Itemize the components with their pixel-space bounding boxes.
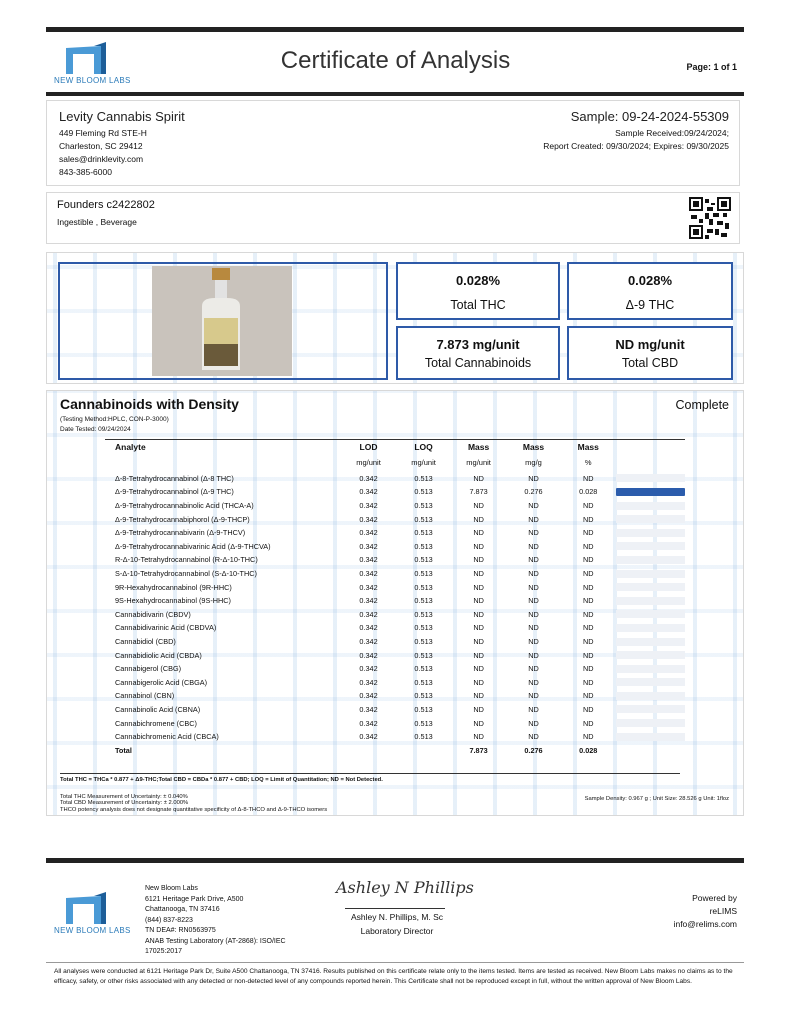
- total-mass-pct: 0.028: [579, 745, 598, 755]
- result-bar-track: [616, 542, 685, 550]
- loq-value: 0.513: [414, 528, 433, 538]
- lab-address1: 6121 Heritage Park Drive, A500: [145, 895, 244, 903]
- lab-info: [145, 884, 286, 958]
- product-name: Founders c2422802: [57, 199, 155, 211]
- mass-pct-value: ND: [582, 691, 594, 701]
- mass-g-value: ND: [528, 582, 539, 592]
- result-bar-cell: [616, 662, 685, 676]
- col-mass-g: Mass: [522, 441, 545, 452]
- table-row: [105, 553, 685, 567]
- unit-mass-g: mg/g: [525, 458, 542, 468]
- table-row: [105, 540, 685, 554]
- analyte-name: Δ-9-Tetrahydrocannabinol (Δ-9 THC): [115, 487, 234, 497]
- testing-method: (Testing Method:HPLC, CON-P-3000): [60, 416, 169, 423]
- table-row: [105, 662, 685, 676]
- lod-value: 0.342: [359, 609, 378, 619]
- total-cbd-card: [567, 326, 733, 380]
- lab-address2: Chattanooga, TN 37416: [145, 906, 220, 913]
- d9-thc-value: 0.028%: [627, 273, 673, 288]
- result-bar-cell: [616, 567, 685, 581]
- result-bar-cell: [616, 621, 685, 635]
- result-bar-track: [616, 488, 685, 496]
- unit-loq: mg/unit: [411, 458, 436, 468]
- sample-id: Sample: 09-24-2024-55309: [570, 109, 729, 124]
- d9-thc-card: [567, 262, 733, 320]
- analyte-name: Δ-9-Tetrahydrocannabiphorol (Δ-9-THCP): [115, 514, 250, 524]
- powered-by-label: Powered by: [692, 893, 737, 903]
- mass-unit-value: ND: [473, 609, 484, 619]
- lod-value: 0.342: [359, 623, 378, 633]
- lod-value: 0.342: [359, 555, 378, 565]
- d9-thc-label: Δ-9 THC: [625, 298, 675, 312]
- powered-by-email: info@relims.com: [673, 919, 737, 929]
- result-bar-track: [616, 502, 685, 510]
- mass-unit-value: 7.873: [469, 487, 488, 497]
- client-phone: 843-385-6000: [59, 167, 112, 177]
- loq-value: 0.513: [414, 501, 433, 511]
- mass-unit-value: ND: [473, 664, 484, 674]
- mass-g-value: ND: [528, 569, 539, 579]
- table-row: [105, 676, 685, 690]
- result-bar-track: [616, 678, 685, 686]
- lod-value: 0.342: [359, 664, 378, 674]
- lab-name: New Bloom Labs: [145, 885, 198, 892]
- analyte-name: Δ-9-Tetrahydrocannabivarinic Acid (Δ-9-THCVA): [115, 541, 271, 551]
- loq-value: 0.513: [414, 664, 433, 674]
- result-bar-cell: [616, 676, 685, 690]
- lod-value: 0.342: [359, 691, 378, 701]
- lod-value: 0.342: [359, 704, 378, 714]
- total-cannabinoids-value: 7.873 mg/unit: [436, 337, 520, 352]
- lod-value: 0.342: [359, 677, 378, 687]
- mass-unit-value: ND: [473, 473, 484, 483]
- col-analyte: Analyte: [115, 441, 146, 452]
- total-thc-label: Total THC: [450, 298, 506, 312]
- mass-pct-value: ND: [582, 732, 594, 742]
- page-title: Certificate of Analysis: [280, 47, 511, 74]
- result-bar-track: [616, 638, 685, 646]
- mass-pct-value: ND: [582, 555, 594, 565]
- sample-density: Sample Density: 0.967 g ; Unit Size: 28.526 g Unit: 1floz: [584, 796, 729, 802]
- analyte-name: Cannabinol (CBN): [115, 691, 175, 701]
- results-title: Cannabinoids with Density: [60, 396, 239, 412]
- thco-note: THCO potency analysis does not designate quantitative specificity of Δ-8-THCO and Δ-9-THCO isomers: [60, 806, 328, 813]
- lod-value: 0.342: [359, 732, 378, 742]
- results-status: Complete: [675, 398, 729, 412]
- result-bar-track: [616, 556, 685, 564]
- lab-dea: TN DEA#: RN0563975: [145, 927, 216, 934]
- result-bar-cell: [616, 716, 685, 730]
- unit-mass-pct: %: [584, 458, 592, 468]
- result-bar-track: [616, 597, 685, 605]
- product-section: [46, 192, 740, 244]
- lod-value: 0.342: [359, 582, 378, 592]
- result-bar-cell: [616, 635, 685, 649]
- analyte-name: Cannabidiolic Acid (CBDA): [115, 650, 202, 660]
- footer-rule: [46, 858, 744, 863]
- date-tested: Date Tested: 09/24/2024: [60, 426, 131, 433]
- footnote-totals: Total THC = THCa * 0.877 + Δ9-THC;Total CBD = CBDa * 0.877 + CBD; LOQ = Limit of Quantitation; ND = Not Detected.: [60, 777, 383, 783]
- mass-pct-value: ND: [582, 637, 594, 647]
- col-lod: LOD: [359, 441, 378, 452]
- analyte-name: Cannabichromenic Acid (CBCA): [115, 732, 219, 742]
- table-row: [105, 635, 685, 649]
- mass-g-value: ND: [528, 637, 539, 647]
- result-bar-cell: [616, 553, 685, 567]
- mass-g-value: ND: [528, 528, 539, 538]
- mass-unit-value: ND: [473, 623, 484, 633]
- mass-g-value: ND: [528, 732, 539, 742]
- results-table: [105, 440, 685, 757]
- result-bar-cell: [616, 648, 685, 662]
- report-created: Report Created: 09/30/2024; Expires: 09/30/2025: [543, 141, 729, 151]
- loq-value: 0.513: [414, 541, 433, 551]
- mass-unit-value: ND: [473, 691, 484, 701]
- mass-unit-value: ND: [473, 718, 484, 728]
- lod-value: 0.342: [359, 637, 378, 647]
- loq-value: 0.513: [414, 487, 433, 497]
- result-bar-track: [616, 733, 685, 741]
- result-bar-cell: [616, 689, 685, 703]
- mass-g-value: ND: [528, 691, 539, 701]
- table-row: [105, 716, 685, 730]
- loq-value: 0.513: [414, 704, 433, 714]
- mass-pct-value: ND: [582, 664, 594, 674]
- total-cbd-label: Total CBD: [621, 356, 679, 370]
- lod-value: 0.342: [359, 569, 378, 579]
- table-row: [105, 703, 685, 717]
- loq-value: 0.513: [414, 637, 433, 647]
- result-bar-track: [616, 692, 685, 700]
- mass-unit-value: ND: [473, 501, 484, 511]
- col-mass-pct: Mass: [577, 441, 599, 452]
- mass-pct-value: ND: [582, 596, 594, 606]
- uncertainty-thc: Total THC Measurement of Uncertainty: ± 0.040%: [60, 794, 188, 800]
- total-mass-g: 0.276: [524, 745, 543, 755]
- client-address-line1: 449 Fleming Rd STE-H: [59, 128, 147, 138]
- mass-unit-value: ND: [473, 650, 484, 660]
- lod-value: 0.342: [359, 650, 378, 660]
- analyte-name: Cannabidiol (CBD): [115, 637, 176, 647]
- result-bar-cell: [616, 526, 685, 540]
- lab-anab: ANAB Testing Laboratory (AT-2868): ISO/IEC: [145, 937, 286, 945]
- mass-g-value: ND: [528, 664, 539, 674]
- loq-value: 0.513: [414, 596, 433, 606]
- mass-pct-value: ND: [582, 623, 594, 633]
- client-address: [59, 127, 147, 179]
- table-row: [105, 512, 685, 526]
- table-row: [105, 608, 685, 622]
- lab-phone: (844) 837-8223: [145, 916, 193, 924]
- client-address-line2: Charleston, SC 29412: [59, 141, 143, 151]
- mass-g-value: ND: [528, 473, 539, 483]
- mass-pct-value: ND: [582, 473, 594, 483]
- col-mass-unit: Mass: [467, 441, 490, 452]
- result-bar-cell: [616, 485, 685, 499]
- table-row: [105, 621, 685, 635]
- mass-pct-value: ND: [582, 677, 594, 687]
- loq-value: 0.513: [414, 677, 433, 687]
- mass-unit-value: ND: [473, 637, 484, 647]
- result-bar-cell: [616, 703, 685, 717]
- mass-g-value: ND: [528, 541, 539, 551]
- bottle-icon: [152, 266, 292, 376]
- mass-unit-value: ND: [473, 541, 484, 551]
- qr-code-icon: [689, 197, 731, 239]
- mass-unit-value: ND: [473, 528, 484, 538]
- mass-pct-value: ND: [582, 718, 594, 728]
- mass-unit-value: ND: [473, 596, 484, 606]
- mass-unit-value: ND: [473, 582, 484, 592]
- result-bar-track: [616, 610, 685, 618]
- client-section: [46, 100, 740, 186]
- total-thc-card: [396, 262, 560, 320]
- mass-g-value: ND: [528, 596, 539, 606]
- analyte-name: Cannabichromene (CBC): [115, 718, 197, 728]
- result-bar-track: [616, 651, 685, 659]
- loq-value: 0.513: [414, 514, 433, 524]
- result-bar-track: [616, 719, 685, 727]
- analyte-name: Cannabigerol (CBG): [115, 664, 182, 674]
- table-bottom-rule: [60, 773, 680, 774]
- mass-pct-value: ND: [582, 528, 594, 538]
- result-bar-track: [616, 665, 685, 673]
- signer-title: Laboratory Director: [360, 926, 434, 936]
- lod-value: 0.342: [359, 487, 378, 497]
- result-bar-cell: [616, 540, 685, 554]
- mass-g-value: ND: [528, 623, 539, 633]
- result-bar-track: [616, 529, 685, 537]
- result-bar-cell: [616, 594, 685, 608]
- mass-g-value: ND: [528, 555, 539, 565]
- mass-unit-value: ND: [473, 732, 484, 742]
- client-name: Levity Cannabis Spirit: [59, 109, 185, 124]
- lab-iso: 17025:2017: [145, 948, 182, 955]
- footer-logo-icon: [64, 890, 108, 924]
- table-units-row: [105, 454, 685, 472]
- analyte-name: 9R-Hexahydrocannabinol (9R-HHC): [115, 582, 232, 592]
- loq-value: 0.513: [414, 473, 433, 483]
- signature: Ashley N Phillips: [336, 878, 474, 897]
- loq-value: 0.513: [414, 609, 433, 619]
- product-category: Ingestible , Beverage: [57, 217, 137, 227]
- powered-by: [674, 892, 737, 931]
- signature-line: [345, 908, 445, 909]
- mass-g-value: ND: [528, 677, 539, 687]
- uncertainty-cbd: Total CBD Measurement of Uncertainty: ± 2.000%: [60, 800, 189, 807]
- table-row: [105, 730, 685, 744]
- analyte-name: Cannabidivarin (CBDV): [115, 609, 191, 619]
- lod-value: 0.342: [359, 501, 378, 511]
- total-thc-value: 0.028%: [455, 273, 501, 288]
- loq-value: 0.513: [414, 718, 433, 728]
- analyte-name: Δ-8-Tetrahydrocannabinol (Δ-8 THC): [115, 473, 234, 483]
- lod-value: 0.342: [359, 528, 378, 538]
- result-bar-cell: [616, 608, 685, 622]
- result-bar-track: [616, 583, 685, 591]
- result-bar-track: [616, 515, 685, 523]
- total-cannabinoids-label: Total Cannabinoids: [424, 356, 532, 370]
- table-header-row: [105, 440, 685, 454]
- mass-unit-value: ND: [473, 704, 484, 714]
- result-bar-track: [616, 705, 685, 713]
- mass-g-value: ND: [528, 718, 539, 728]
- mass-g-value: ND: [528, 609, 539, 619]
- logo-text: NEW BLOOM LABS: [54, 76, 131, 85]
- analyte-name: S-Δ-10-Tetrahydrocannabinol (S-Δ-10-THC): [115, 569, 257, 579]
- unit-lod: mg/unit: [356, 458, 381, 468]
- table-row: [105, 689, 685, 703]
- analyte-name: Δ-9-Tetrahydrocannabivarin (Δ-9-THCV): [115, 528, 246, 538]
- table-row: [105, 567, 685, 581]
- mass-g-value: ND: [528, 501, 539, 511]
- table-row: [105, 472, 685, 486]
- col-loq: LOQ: [414, 441, 433, 452]
- mass-pct-value: ND: [582, 609, 594, 619]
- result-bar-track: [616, 474, 685, 482]
- result-bar-cell: [616, 472, 685, 486]
- unit-mass-unit: mg/unit: [466, 458, 491, 468]
- result-bar-cell: [616, 512, 685, 526]
- mass-pct-value: ND: [582, 569, 594, 579]
- analyte-name: Δ-9-Tetrahydrocannabinolic Acid (THCA-A): [115, 501, 254, 511]
- total-mass-unit: 7.873: [469, 745, 488, 755]
- table-row: [105, 648, 685, 662]
- result-bar-cell: [616, 499, 685, 513]
- disclaimer-rule: [46, 962, 744, 963]
- loq-value: 0.513: [414, 650, 433, 660]
- page-number: Page: 1 of 1: [686, 62, 737, 72]
- analyte-name: R-Δ-10-Tetrahydrocannabinol (R-Δ-10-THC): [115, 555, 258, 565]
- mass-pct-value: ND: [582, 541, 594, 551]
- lod-value: 0.342: [359, 541, 378, 551]
- sample-dates: [543, 127, 729, 153]
- analyte-name: Cannabigerolic Acid (CBGA): [115, 677, 208, 687]
- lod-value: 0.342: [359, 514, 378, 524]
- signer-name: Ashley N. Phillips, M. Sc: [350, 912, 444, 922]
- loq-value: 0.513: [414, 732, 433, 742]
- mass-g-value: ND: [528, 704, 539, 714]
- mass-pct-value: ND: [582, 514, 594, 524]
- table-row: [105, 580, 685, 594]
- total-cbd-value: ND mg/unit: [615, 337, 685, 352]
- total-cannabinoids-card: [396, 326, 560, 380]
- mass-unit-value: ND: [473, 677, 484, 687]
- sample-received: Sample Received:09/24/2024;: [615, 128, 729, 138]
- results-rows: [105, 472, 685, 744]
- table-row: [105, 499, 685, 513]
- loq-value: 0.513: [414, 569, 433, 579]
- mass-g-value: ND: [528, 514, 539, 524]
- analyte-name: 9S-Hexahydrocannabinol (9S-HHC): [115, 596, 231, 606]
- mass-unit-value: ND: [473, 569, 484, 579]
- result-bar-track: [616, 570, 685, 578]
- result-bar-cell: [616, 730, 685, 744]
- table-row: [105, 526, 685, 540]
- total-label: Total: [115, 745, 132, 755]
- lod-value: 0.342: [359, 718, 378, 728]
- footnote-uncertainty: [60, 794, 327, 813]
- result-bar-cell: [616, 580, 685, 594]
- top-rule: [46, 27, 744, 32]
- lod-value: 0.342: [359, 596, 378, 606]
- mass-unit-value: ND: [473, 514, 484, 524]
- client-email: sales@drinklevity.com: [59, 154, 144, 164]
- loq-value: 0.513: [414, 623, 433, 633]
- analyte-name: Cannabidivarinic Acid (CBDVA): [115, 623, 217, 633]
- mass-pct-value: ND: [582, 501, 594, 511]
- product-photo: [152, 266, 292, 376]
- table-row: [105, 594, 685, 608]
- footer-logo-text: NEW BLOOM LABS: [54, 926, 131, 935]
- header-rule: [46, 92, 744, 96]
- table-row: [105, 485, 685, 499]
- mass-unit-value: ND: [473, 555, 484, 565]
- loq-value: 0.513: [414, 555, 433, 565]
- mass-g-value: 0.276: [524, 487, 543, 497]
- result-bar-track: [616, 624, 685, 632]
- mass-g-value: ND: [528, 650, 539, 660]
- mass-pct-value: 0.028: [579, 487, 598, 497]
- total-row: [105, 743, 685, 757]
- mass-pct-value: ND: [582, 650, 594, 660]
- loq-value: 0.513: [414, 582, 433, 592]
- loq-value: 0.513: [414, 691, 433, 701]
- powered-by-name: reLIMS: [709, 906, 737, 916]
- mass-pct-value: ND: [582, 704, 594, 714]
- mass-pct-value: ND: [582, 582, 594, 592]
- lod-value: 0.342: [359, 473, 378, 483]
- analyte-name: Cannabinolic Acid (CBNA): [115, 704, 201, 714]
- disclaimer: All analyses were conducted at 6121 Heritage Park Dr, Suite A500 Chattanooga, TN 37416. Results published on this certificate relate only to the items tested. Items are tested as received. New Bloom Labs makes no claims as to the efficacy, safety, or other risks associated with any detected or non-detected level of any compounds reported herein. This Certificate shall not be reproduced except in full, without the written approval of New Bloom Labs.: [54, 968, 733, 985]
- result-bar: [616, 488, 685, 496]
